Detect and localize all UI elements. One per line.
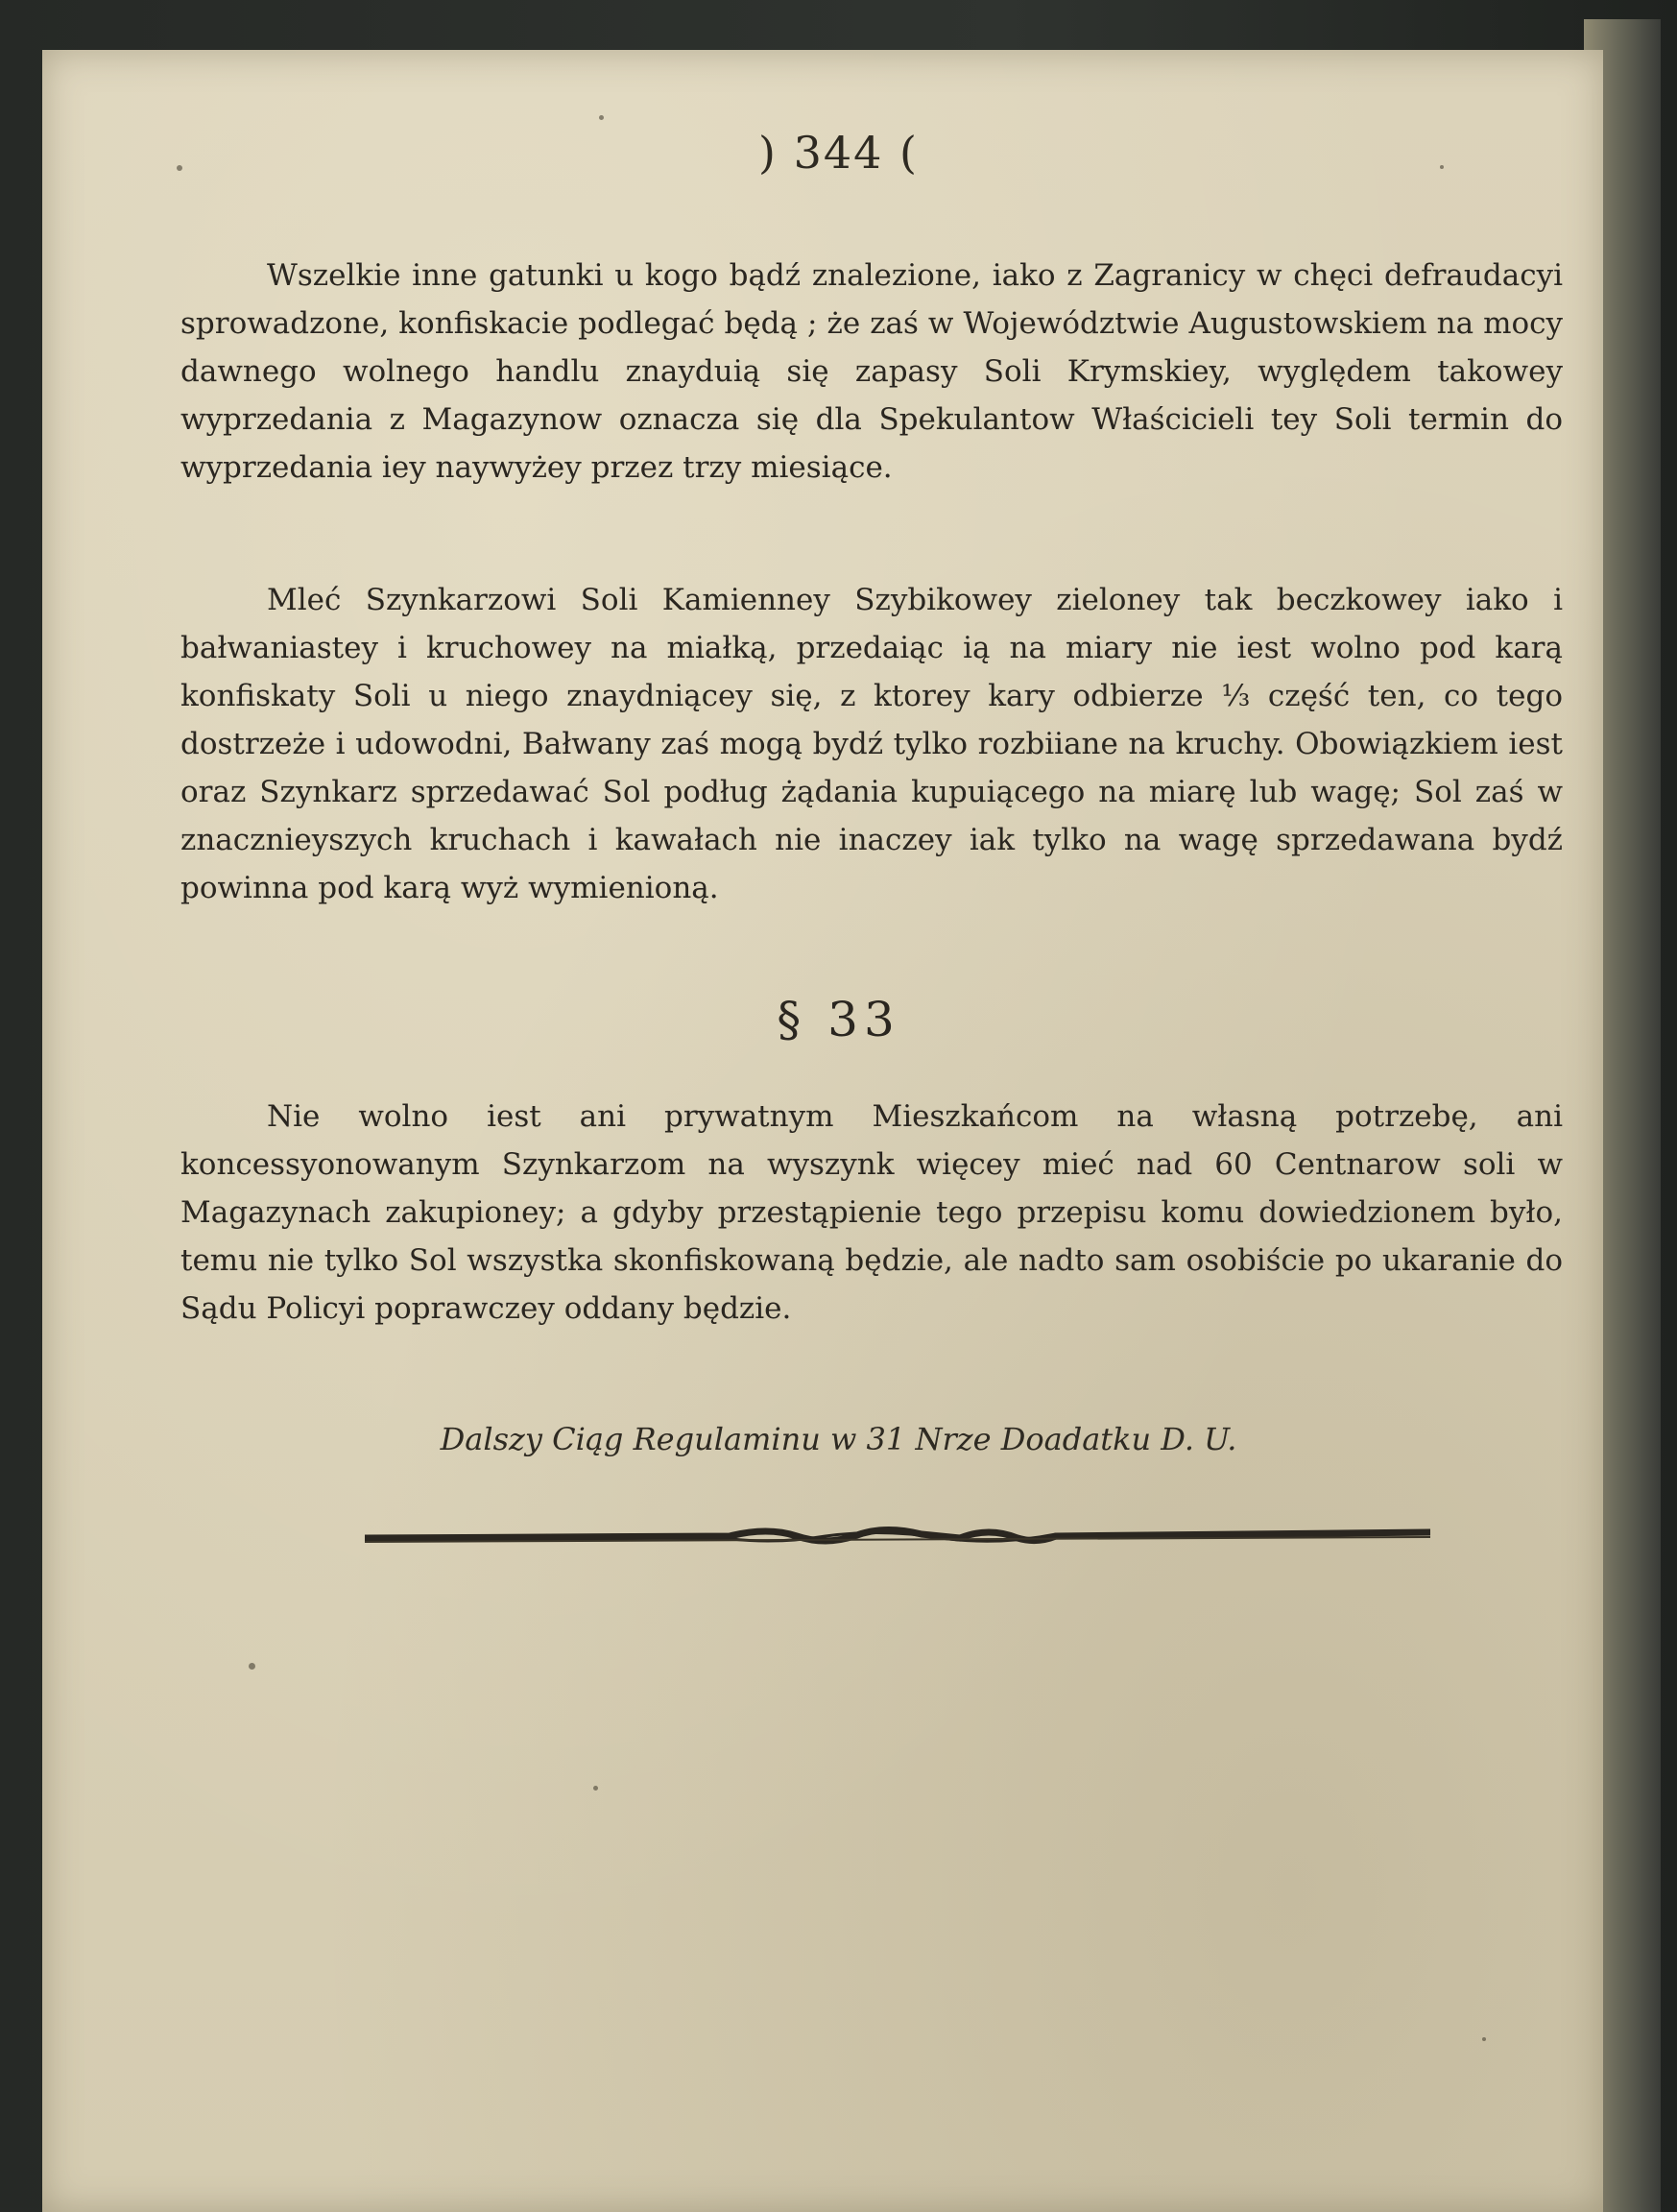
- paragraph-section-33: Nie wolno iest ani prywatnym Mieszkańcom na własną potrzebę, ani koncessyonowanym Szynkarzom na wyszynk więcey mieć nad 60 Centnarow soli w Magazynach zakupioney; a gdyby przestąpienie tego przepisu komu dowiedzionem było, temu nie tylko Sol wszystka skonfiskowaną będzie, ale nadto sam osobiście po ukaranie do Sądu Policyi poprawczey oddany będzie.: [180, 1099, 1563, 1326]
- page-number: ) 344 (: [758, 127, 919, 179]
- ink-speck: [593, 1786, 598, 1791]
- ink-speck: [599, 115, 604, 120]
- ink-speck: [1482, 2037, 1486, 2041]
- section-heading: § 33: [777, 992, 900, 1047]
- ink-speck: [249, 1663, 255, 1670]
- continuation-note: Dalszy Ciąg Regulaminu w 31 Nrze Doadatku D. U.: [440, 1421, 1237, 1457]
- paragraph-1: Wszelkie inne gatunki u kogo bądź znalezione, iako z Zagranicy w chęci defraudacyi sprowadzone, konfiskacie podlegać będą ; że zaś w Województwie Augustowskiem na mocy dawnego wolnego handlu znayduią się zapasy Soli Krymskiey, wyględem takowey wyprzedania z Magazynow oznacza się dla Spekulantow Właścicieli tey Soli termin do wyprzedania iey naywyżey przez trzy miesiące.: [180, 258, 1563, 485]
- decorative-rule-ornament-icon: [365, 1517, 1430, 1555]
- paragraph-2: Mleć Szynkarzowi Soli Kamienney Szybikowey zieloney tak beczkowey iako i bałwaniastey i kruchowey na miałką, przedaiąc ią na miary nie iest wolno pod karą konfiskaty Soli u niego znaydniącey się, z ktorey kary odbierze ⅓ część ten, co tego dostrzeże i udowodni, Bałwany zaś mogą bydź tylko rozbiiane na kruchy. Obowiązkiem iest oraz Szynkarz sprzedawać Sol podług żądania kupuiącego na miarę lub wagę; Sol zaś w znacznieyszych kruchach i kawałach nie inaczey iak tylko na wagę sprzedawana bydź powinna pod karą wyż wymienioną.: [180, 583, 1563, 905]
